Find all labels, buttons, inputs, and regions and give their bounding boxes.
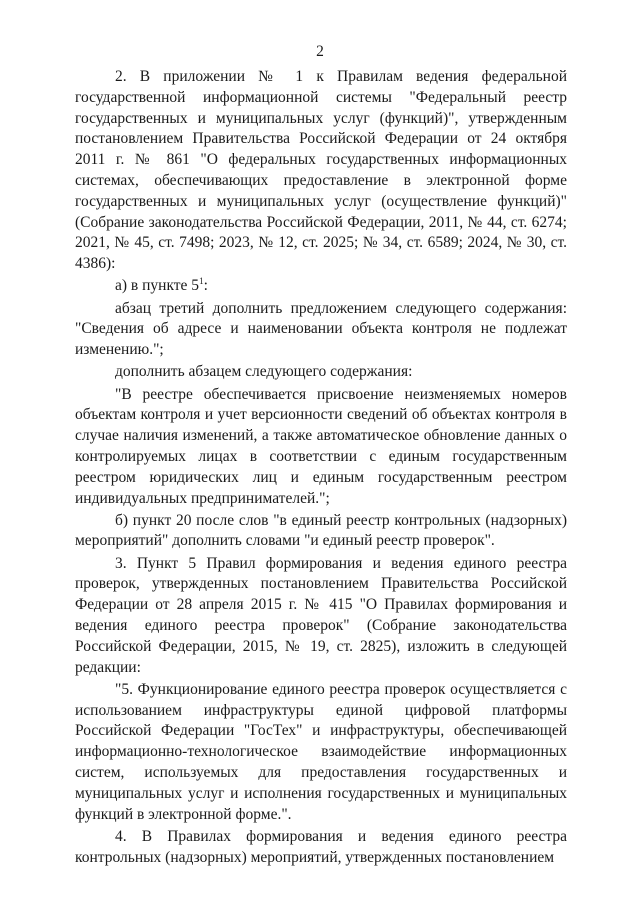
- paragraph-item-2: 2. В приложении № 1 к Правилам ведения федеральной государственной информационной системы "Федеральный реестр государственных и муниципальных услуг (функций)", утвержденным постановлением Правительства Российской Федерации от 24 октября 2011 г. № 861 "О федеральных государственных информационных системах, обеспечивающих предоставление в электронной форме государственных и муниципальных услуг (осуществление функций)" (Собрание законодательства Российской Федерации, 2011, № 44, ст. 6274; 2021, № 45, ст. 7498; 2023, № 12, ст. 2025; № 34, ст. 6589; 2024, № 30, ст. 4386):: [75, 68, 567, 273]
- footnote-superscript: 1: [199, 276, 204, 287]
- paragraph-subitem-a: [75, 276, 567, 297]
- document-body: [75, 67, 567, 870]
- paragraph-dopolnit-abzacem: дополнить абзацем следующего содержания:: [115, 363, 413, 381]
- paragraph-abzac-tretiy: абзац третий дополнить предложением следующего содержания: "Сведения об адресе и наименовании объекта контроля не подлежат изменению.";: [75, 299, 567, 359]
- paragraph-item-3: 3. Пункт 5 Правил формирования и ведения единого реестра проверок, утвержденных постановлением Правительства Российской Федерации от 28 апреля 2015 г. № 415 "О Правилах формирования и ведения единого реестра проверок" (Собрание законодательства Российской Федерации, 2015, № 19, ст. 2825), изложить в следующей редакции:: [75, 554, 567, 676]
- paragraph-quoted-punkt-5: "5. Функционирование единого реестра проверок осуществляется с использованием инфраструктуры единой цифровой платформы Российской Федерации "ГосТех" и инфраструктуры, обеспечивающей информационно-технологическое взаимодействие информационных систем, используемых для предоставления государственных и муниципальных услуг и исполнения государственных и муниципальных функций в электронной форме.".: [75, 680, 567, 823]
- subitem-a-colon: :: [203, 277, 208, 295]
- paragraph-subitem-b: б) пункт 20 после слов "в единый реестр контрольных (надзорных) мероприятий" дополнить словами "и единый реестр проверок".: [75, 511, 567, 550]
- paragraph-item-4: 4. В Правилах формирования и ведения единого реестра контрольных (надзорных) мероприятий, утвержденных постановлением: [75, 827, 567, 866]
- page-number: 2: [316, 43, 324, 60]
- subitem-a-text: а) в пункте 5: [115, 277, 200, 295]
- paragraph-quoted-reestr: "В реестре обеспечивается присвоение неизменяемых номеров объектам контроля и учет версионности сведений об объектах контроля в случае наличия изменений, а также автоматическое обновление данных о контролируемых лицах в соответствии с единым государственным реестром юридических лиц и единым государственным реестром индивидуальных предпринимателей.";: [75, 385, 567, 507]
